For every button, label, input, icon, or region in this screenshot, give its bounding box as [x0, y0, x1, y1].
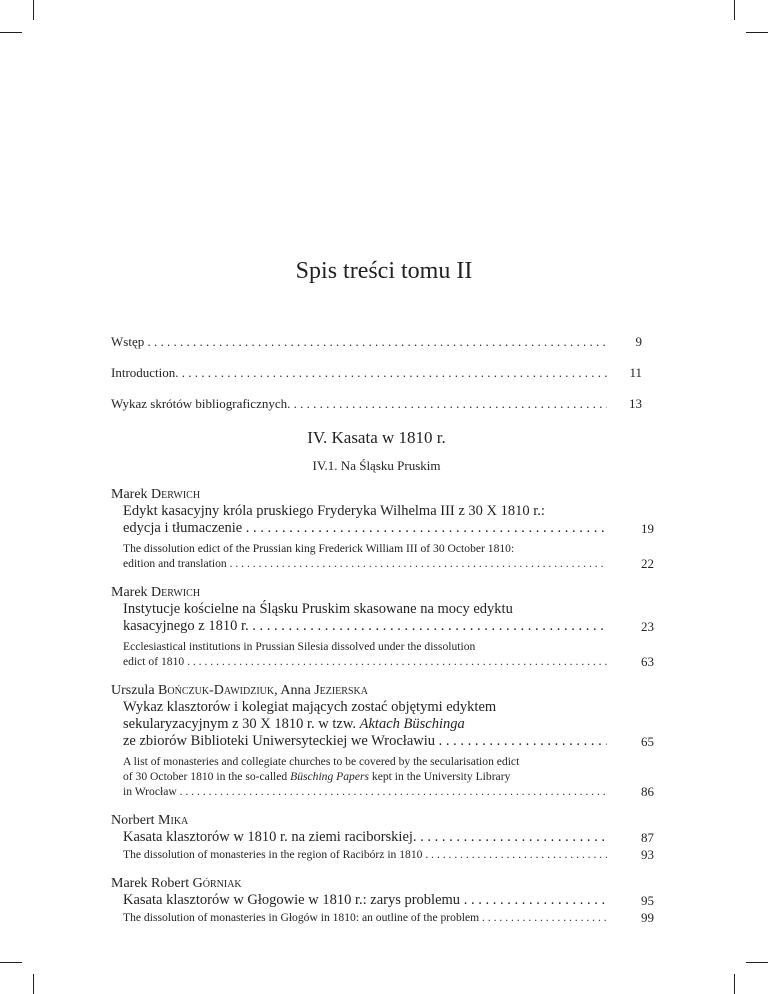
subsection-heading: IV.1. Na Śląsku Pruskim: [312, 458, 441, 473]
toc-page-number: 22: [641, 556, 654, 571]
toc-page-number: 99: [641, 910, 654, 925]
toc-label: Wykaz skrótów bibliograficznych: [111, 397, 288, 411]
crop-mark: [33, 974, 34, 994]
crop-mark: [0, 962, 22, 963]
toc-page-number: 65: [641, 734, 654, 749]
entry-author: Norbert Mika: [111, 813, 189, 828]
toc-row[interactable]: [111, 335, 642, 349]
entry-title-pl[interactable]: Kasata klasztorów w Głogowie w 1810 r.: zarys problemu . . . 95: [123, 892, 642, 909]
toc-page-number: 86: [641, 784, 654, 799]
entry-author: Marek Derwich: [111, 487, 201, 502]
entry-title-en[interactable]: The dissolution edict of the Prussian king Frederick William III of 30 October 1810: edition and translation . . . 22: [123, 541, 642, 571]
crop-mark: [746, 962, 768, 963]
toc-page-number: 11: [629, 365, 642, 380]
toc-page-number: 23: [641, 619, 654, 634]
crop-mark: [734, 974, 735, 994]
toc-page-number: 87: [641, 830, 654, 845]
entry-title-en[interactable]: A list of monasteries and collegiate churches to be covered by the secularisation edict of 30 October 1810 in the so-called Büsching Papers kept in the University Library in Wrocław . . . 86: [123, 754, 642, 799]
toc-label: Wstęp: [111, 335, 145, 349]
toc-row[interactable]: [111, 366, 642, 380]
page-title: Spis treści tomu II: [295, 258, 473, 284]
entry-title-en[interactable]: Ecclesiastical institutions in Prussian Silesia dissolved under the dissolution edict of 1810 . . . 63: [123, 639, 642, 669]
entry-title-pl[interactable]: Kasata klasztorów w 1810 r. na ziemi raciborskiej. . . . 87: [123, 829, 642, 846]
toc-entry: [111, 812, 654, 862]
crop-mark: [0, 32, 22, 33]
entry-author: Marek Derwich: [111, 585, 201, 600]
toc-row[interactable]: [111, 397, 642, 411]
crop-mark: [33, 0, 34, 20]
toc-entry: [111, 682, 654, 799]
toc-label: Introduction: [111, 366, 176, 380]
entry-title-pl[interactable]: Wykaz klasztorów i kolegiat mających zostać objętymi edyktem sekularyzacyjnym z 30 X 1810 r. w tzw. Aktach Büschinga ze zbiorów Biblioteki Uniwersyteckiej we Wrocławiu . . . 65: [123, 699, 642, 750]
toc-entry: [111, 584, 654, 669]
entry-author: Marek Robert Górniak: [111, 876, 242, 891]
toc-entry: [111, 486, 654, 571]
entry-title-pl[interactable]: Edykt kasacyjny króla pruskiego Fryderyka Wilhelma III z 30 X 1810 r.: edycja i tłumaczenie . . . 19: [123, 503, 642, 537]
toc-entry: [111, 875, 654, 925]
toc-page-number: 13: [629, 396, 642, 411]
toc-page-number: 93: [641, 847, 654, 862]
toc-page-number: 63: [641, 654, 654, 669]
entry-author: Urszula Bończuk-Dawidziuk, Anna Jezierska: [111, 683, 368, 698]
crop-mark: [734, 0, 735, 20]
toc-page-number: 95: [641, 893, 654, 908]
entry-title-pl[interactable]: Instytucje kościelne na Śląsku Pruskim skasowane na mocy edyktu kasacyjnego z 1810 r. . . . 23: [123, 601, 642, 635]
table-of-contents: [111, 334, 654, 938]
section-heading: IV. Kasata w 1810 r.: [307, 428, 446, 447]
toc-page-number: 19: [641, 521, 654, 536]
entry-title-en[interactable]: The dissolution of monasteries in the region of Racibórz in 1810 . . . 93: [123, 847, 642, 862]
entry-title-en[interactable]: The dissolution of monasteries in Głogów in 1810: an outline of the problem . . . 99: [123, 910, 642, 925]
toc-page-number: 9: [635, 334, 642, 349]
crop-mark: [746, 32, 768, 33]
